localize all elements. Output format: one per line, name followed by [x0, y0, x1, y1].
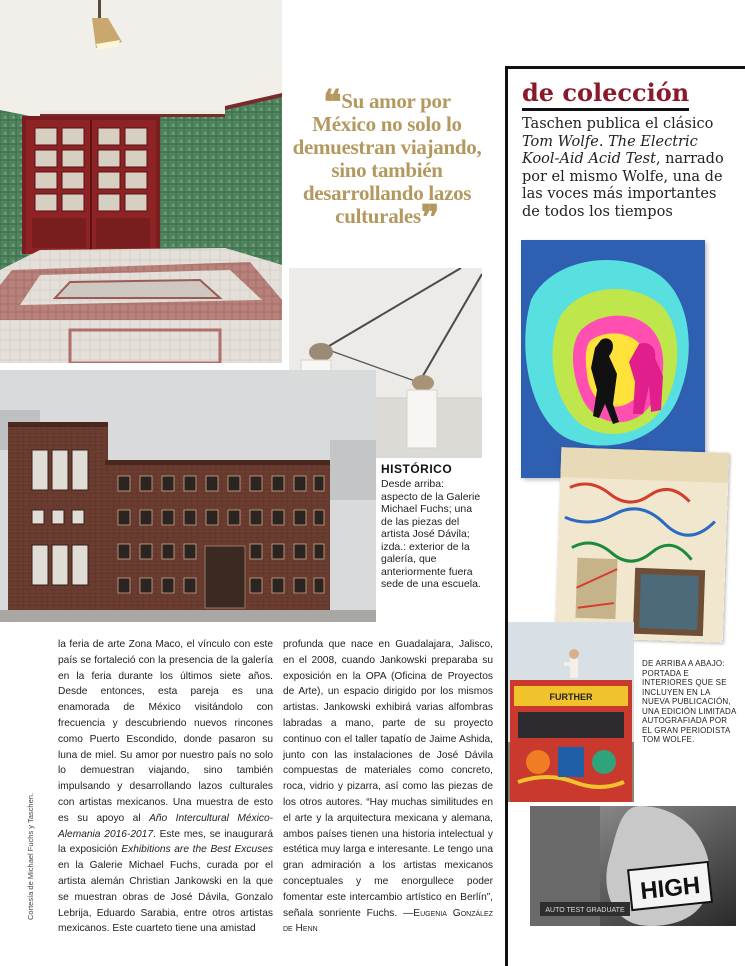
body-text-1b: . Este mes, se inaugurará la exposición	[58, 828, 273, 856]
bus-photo	[508, 622, 634, 802]
pull-quote	[292, 85, 482, 237]
book-title: Tom Wolfe. The Electric Kool-Aid Acid Test	[522, 133, 698, 167]
bus-sign: FURTHER	[549, 692, 593, 702]
street-sign-text: AUTO TEST GRADUATE	[545, 907, 625, 914]
close-quote-icon: ❞	[420, 200, 439, 237]
book-interior-photo-1	[555, 447, 730, 643]
high-sign-text: HIGH	[639, 871, 702, 906]
body-italic-1: Año Intercultural México-Alemania 2016-2017	[58, 812, 273, 840]
section-title: de colección	[522, 78, 689, 111]
intro-text: Taschen publica el clásico	[522, 116, 714, 132]
caption-title: HISTÓRICO	[381, 462, 453, 476]
body-text-1c: en la Galerie Michael Fuchs, curada por el artista alemán Christian Jankowski en la que se muestran obras de José Dávila, Gonzalo Lebrija, Eduardo Sarabia, entre otros artistas mexicanos. Este cuarteto tiene una amistad	[58, 860, 273, 935]
body-italic-2: Exhibitions are the Best Excuses	[121, 844, 273, 856]
sidebar-vertical-rule	[505, 66, 508, 966]
pull-quote-text: Su amor por México no solo lo demuestran viajando, sino también desarrollando lazos culturales	[292, 89, 482, 228]
open-quote-icon: ❝	[323, 85, 342, 122]
caption-historico	[381, 462, 481, 591]
author-signature: —Eugenia González de Henn	[283, 907, 493, 935]
caption-de-arriba: DE ARRIBA A ABAJO: PORTADA E INTERIORES QUE SE INCLUYEN EN LA NUEVA PUBLICACIÓN, UNA EDICIÓN LIMITADA AUTOGRAFIADA POR EL GRAN PERIODISTA TOM WOLFE.	[642, 659, 737, 744]
intro-text-end: , narrado por el mismo Wolfe, una de las voces más importantes de todos los tiempos	[522, 151, 724, 220]
high-sign-photo	[530, 806, 736, 926]
sidebar-top-rule	[505, 66, 745, 69]
body-text-1a: la feria de arte Zona Maco, el vínculo con este país se fortaleció con la presencia de la galería en la feria durante los últimos siete años. Desde entonces, esta pareja es una enamorada de México visitándolo con frecuencia y descubriendo nuevos rincones como Puerto Escondido, donde pasaron su luna de miel. Su amor por nuestro país no solo lo demuestran viajando, sino también impulsando y desarrollando lazos culturales con artistas mexicanos. Una muestra de esto es su apoyo al	[58, 639, 273, 824]
body-text-2: profunda que nace en Guadalajara, Jalisco, en el 2008, cuando Jankowski preparaba su exposición en la OPA (Oficina de Proyectos de Arte), un espacio dirigido por los mismos artistas. Jankowski exhibirá varias alfombras labradas a mano, parte de su proyecto continuo con el taller tapatío de Jaime Ashida, junto con las instalaciones de José Dávila compuestas de materiales como concreto, roca, vidrio y pizarra, así como las piezas de los otros autores. “Hay muchas similitudes en el arte y la arquitectura mexicana y alemana, ambos países tienen una historia intelectual y estética muy larga e interesante. Le tengo una gran admiración a los artistas mexicanos conceptuales y me enorgullece poder fomentar este intercambio artístico en Berlín”, señala sonriente Fuchs.	[283, 639, 493, 919]
gallery-interior-photo	[0, 0, 282, 363]
gallery-exterior-photo	[0, 370, 376, 622]
body-column-1	[58, 637, 273, 937]
photo-credit: Cortesía de Michael Fuchs y Taschen.	[26, 792, 35, 920]
body-column-2	[283, 637, 493, 937]
sidebar-intro	[522, 116, 727, 221]
book-cover	[521, 240, 705, 478]
caption-text: Desde arriba: aspecto de la Galerie Michael Fuchs; una de las piezas del artista José Dávila; izda.: exterior de la galería, que anteriormente fuera sede de una escuela.	[381, 478, 481, 590]
